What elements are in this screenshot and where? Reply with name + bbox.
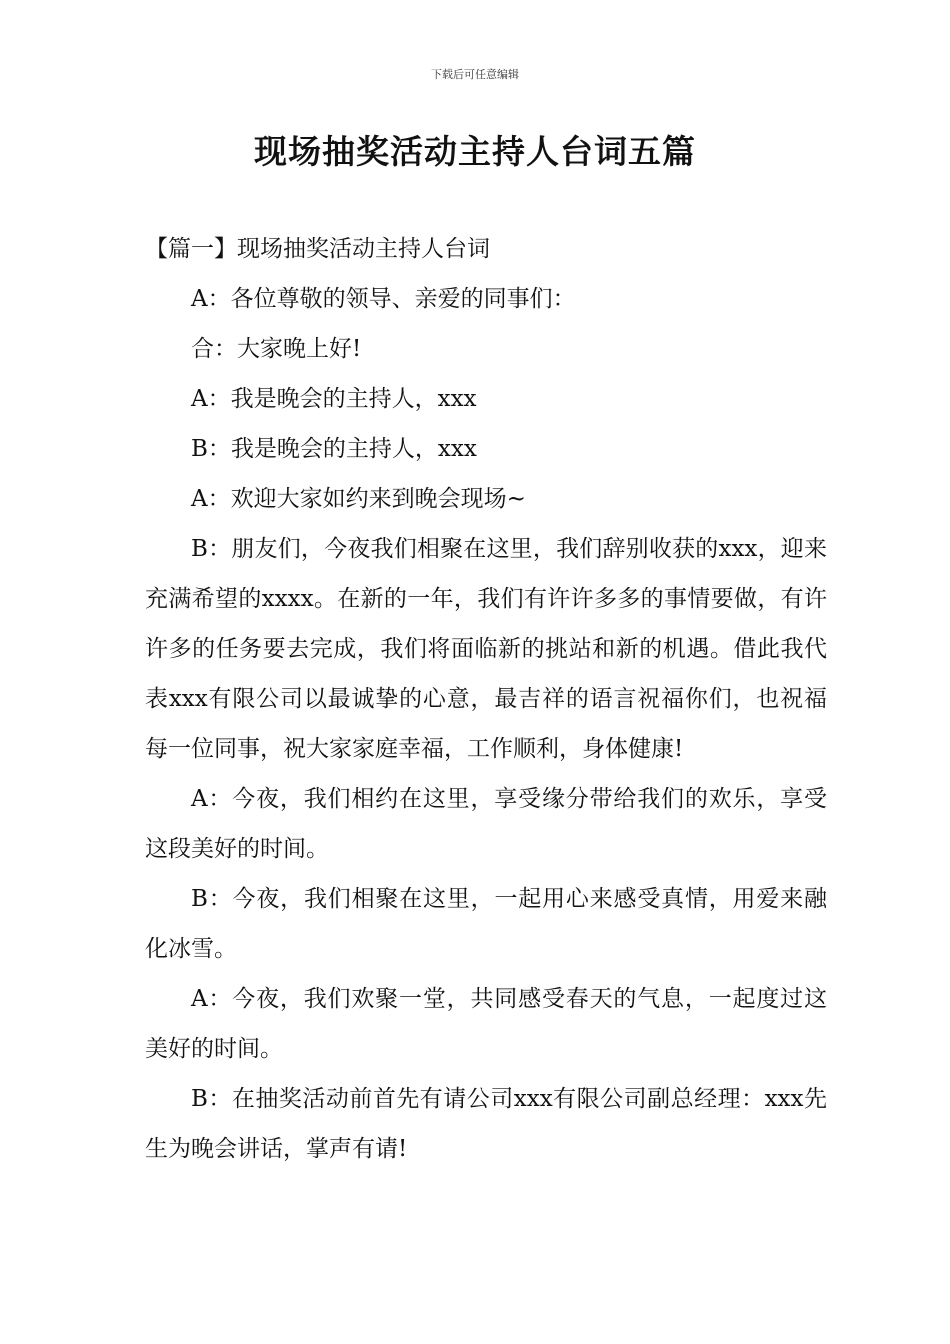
paragraph: A：我是晚会的主持人，xxx xyxy=(191,386,477,412)
paragraph: B：我是晚会的主持人，xxx xyxy=(191,436,477,462)
paragraph: B：今夜，我们相聚在这里，一起用心来感受真情，用爱来融化冰雪。 xyxy=(145,886,827,962)
paragraph: A：今夜，我们欢聚一堂，共同感受春天的气息，一起度过这美好的时间。 xyxy=(145,986,827,1062)
paragraph: B：朋友们，今夜我们相聚在这里，我们辞别收获的xxx，迎来充满希望的xxxx。在新的一年，我们有许许多多的事情要做，有许许多的任务要去完成，我们将面临新的挑站和新的机遇。借此我代表xxx有限公司以最诚挚的心意，最吉祥的语言祝福你们，也祝福每一位同事，祝大家家庭幸福，工作顺利，身体健康! xyxy=(145,536,827,762)
document-title: 现场抽奖活动主持人台词五篇 xyxy=(254,132,696,171)
section-heading: 【篇一】现场抽奖活动主持人台词 xyxy=(145,236,490,262)
paragraph: A：欢迎大家如约来到晚会现场~ xyxy=(191,486,526,512)
paragraph: 合：大家晚上好! xyxy=(191,336,362,362)
header-note: 下载后可任意编辑 xyxy=(431,68,519,81)
document-body xyxy=(145,224,827,1174)
paragraph: A：今夜，我们相约在这里，享受缘分带给我们的欢乐，享受这段美好的时间。 xyxy=(145,786,827,862)
paragraph: B：在抽奖活动前首先有请公司xxx有限公司副总经理：xxx先生为晚会讲话，掌声有请! xyxy=(145,1086,827,1162)
paragraph: A：各位尊敬的领导、亲爱的同事们： xyxy=(191,286,576,312)
